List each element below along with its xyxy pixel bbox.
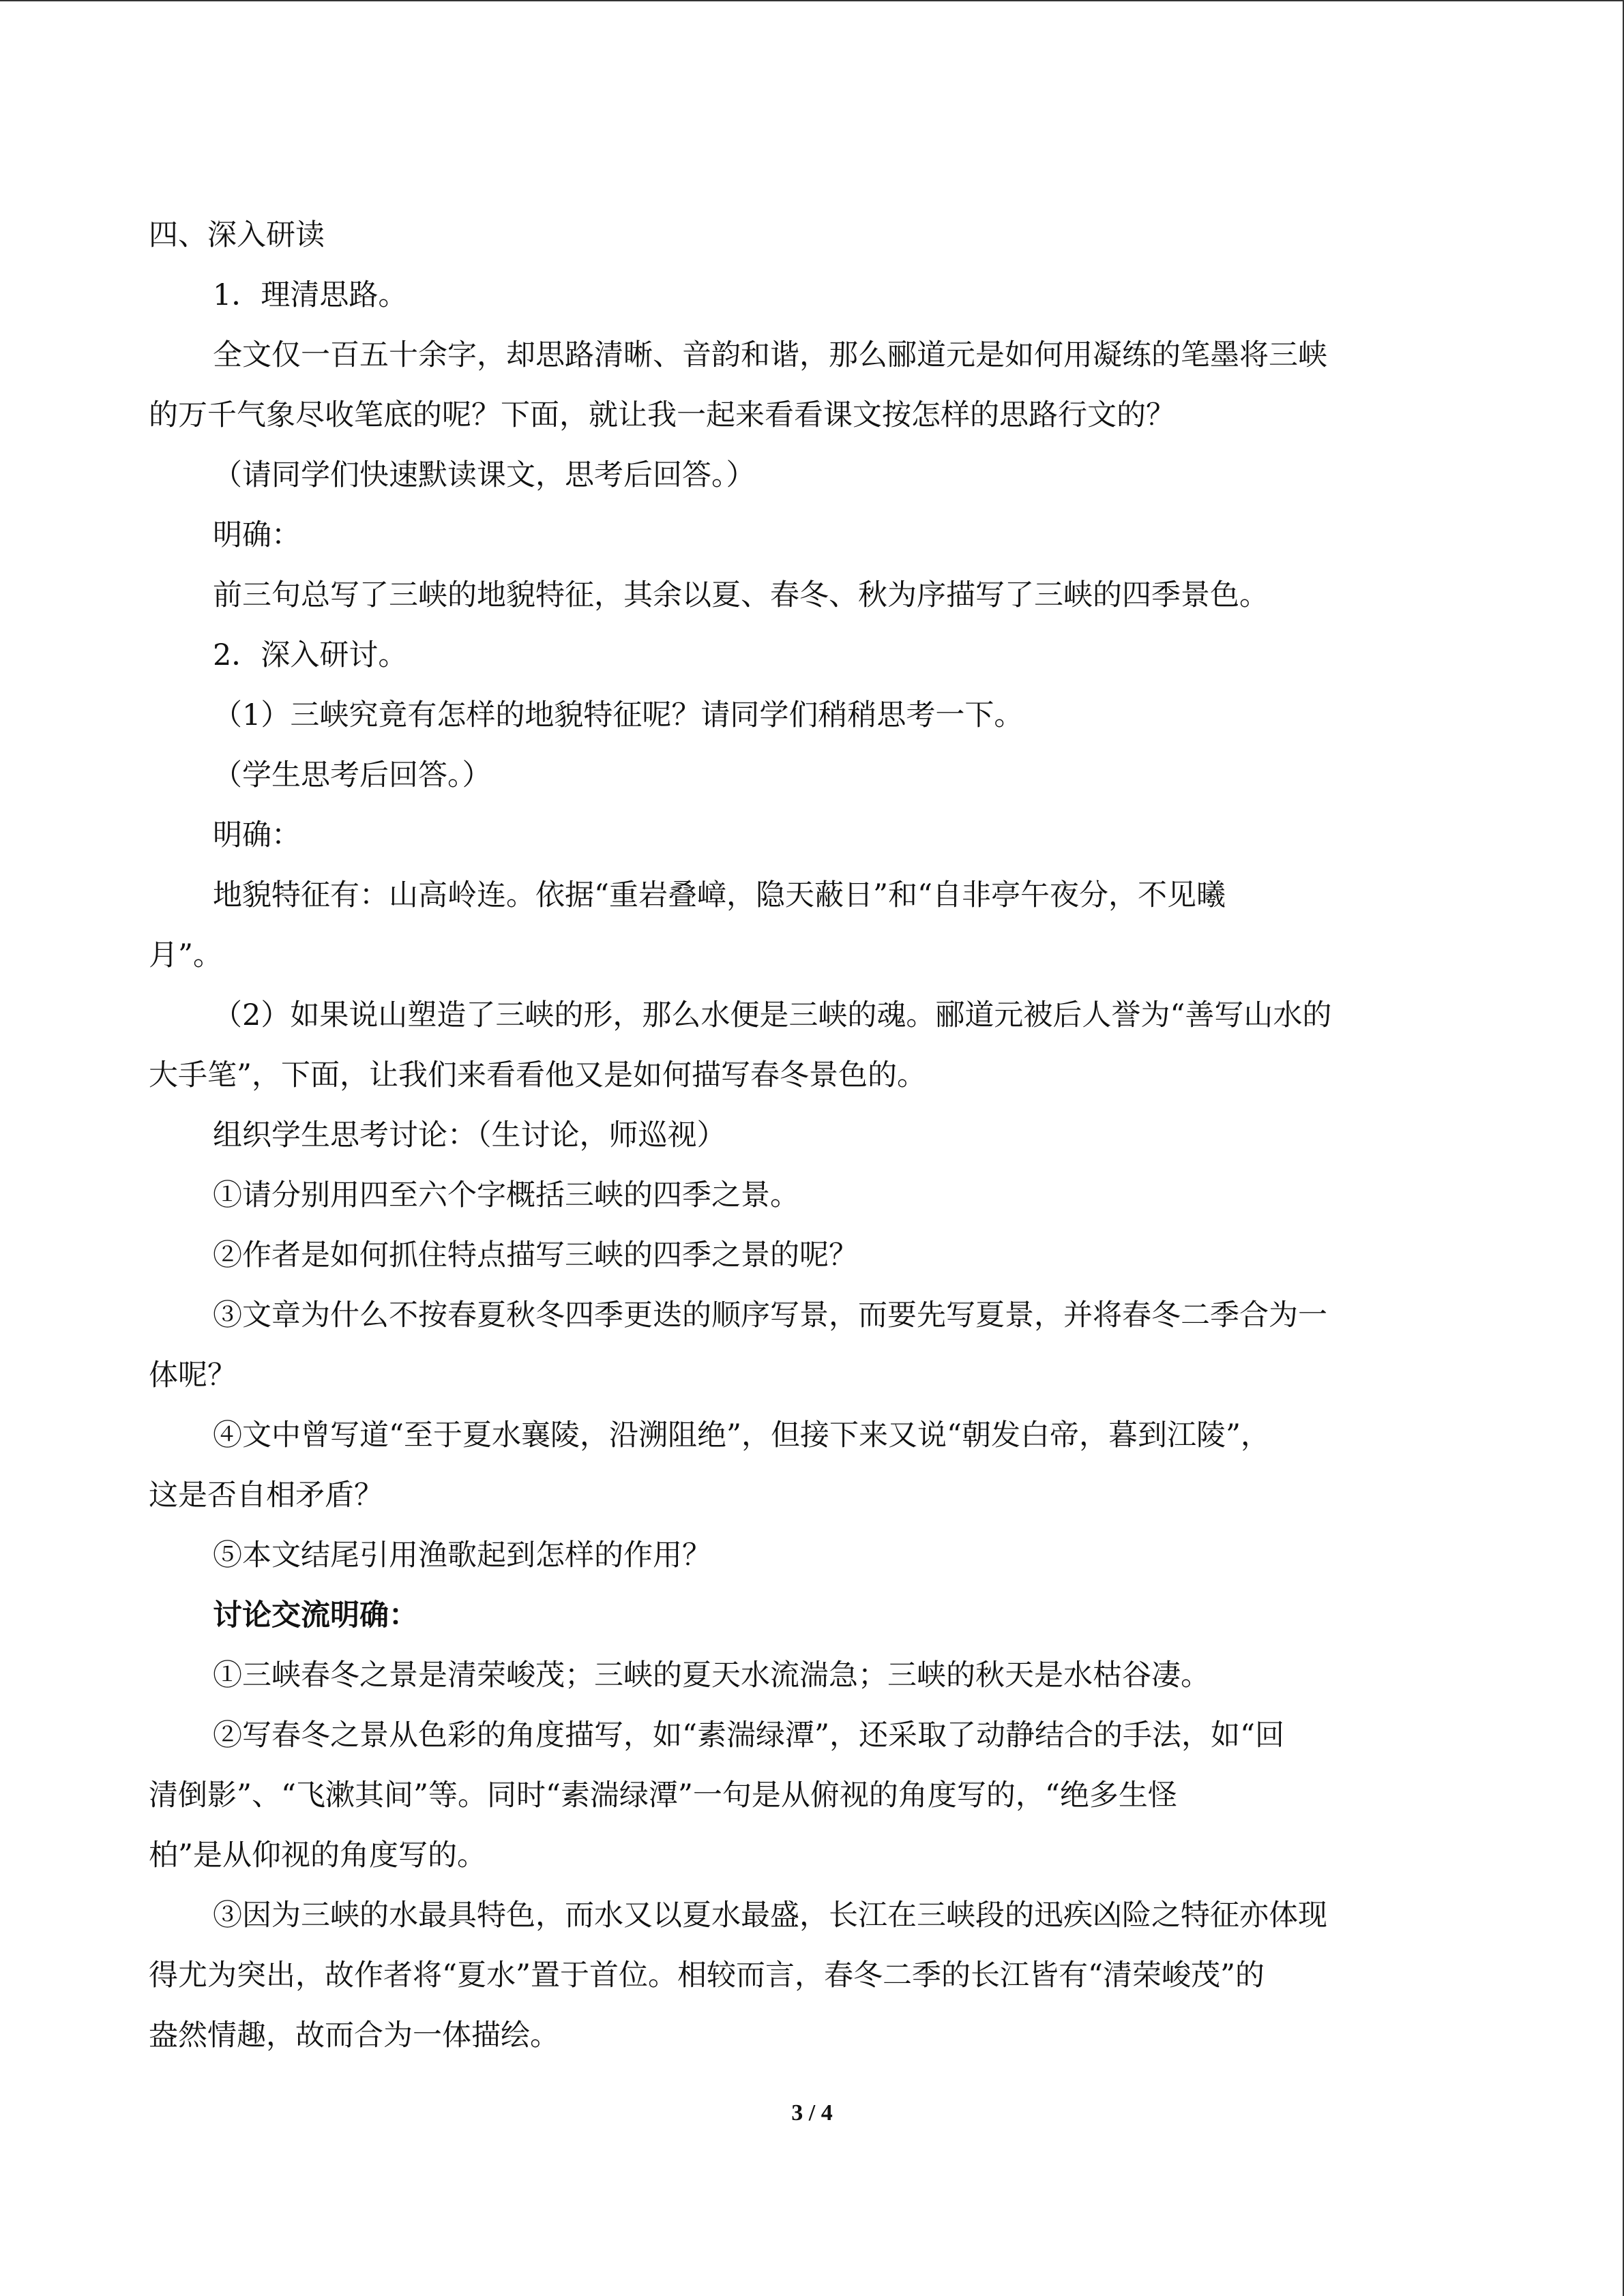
paragraph-line: ③因为三峡的水最具特色，而水又以夏水最盛，长江在三峡段的迅疾凶险之特征亦体现 <box>213 1898 1327 1933</box>
paragraph-line: （请同学们快速默读课文，思考后回答。） <box>213 458 756 492</box>
paragraph-line: 2．深入研讨。 <box>213 638 408 672</box>
paragraph-line: ④文中曾写道“至于夏水襄陵，沿溯阻绝”，但接下来又说“朝发白帝，暮到江陵”， <box>213 1418 1270 1452</box>
paragraph-line: ②作者是如何抓住特点描写三峡的四季之景的呢？ <box>213 1238 858 1272</box>
section-heading: 四、深入研读 <box>149 218 325 252</box>
paragraph-line: （2）如果说山塑造了三峡的形，那么水便是三峡的魂。郦道元被后人誉为“善写山水的 <box>213 998 1332 1032</box>
paragraph-line: 组织学生思考讨论：（生讨论，师巡视） <box>213 1118 726 1152</box>
paragraph-line: 明确： <box>213 518 301 552</box>
paragraph-line: ①三峡春冬之景是清荣峻茂；三峡的夏天水流湍急；三峡的秋天是水枯谷凄。 <box>213 1658 1210 1693</box>
page-number: 3 / 4 <box>791 2100 833 2126</box>
paragraph-line: 柏”是从仰视的角度写的。 <box>149 1838 486 1873</box>
paragraph-line: ①请分别用四至六个字概括三峡的四季之景。 <box>213 1178 799 1212</box>
paragraph-line: 地貌特征有：山高岭连。依据“重岩叠嶂，隐天蔽日”和“自非亭午夜分，不见曦 <box>213 878 1226 912</box>
paragraph-line: ③文章为什么不按春夏秋冬四季更迭的顺序写景，而要先写夏景，并将春冬二季合为一 <box>213 1298 1327 1332</box>
paragraph-line: （1）三峡究竟有怎样的地貌特征呢？请同学们稍稍思考一下。 <box>213 698 1024 732</box>
paragraph-line: 这是否自相矛盾？ <box>149 1478 383 1512</box>
paragraph-line: 盎然情趣，故而合为一体描绘。 <box>149 2018 559 2053</box>
paragraph-line: 的万千气象尽收笔底的呢？下面，就让我一起来看看课文按怎样的思路行文的？ <box>149 398 1175 432</box>
paragraph-line: 全文仅一百五十余字，却思路清晰、音韵和谐，那么郦道元是如何用凝练的笔墨将三峡 <box>213 338 1327 372</box>
paragraph-line: 前三句总写了三峡的地貌特征，其余以夏、春冬、秋为序描写了三峡的四季景色。 <box>213 578 1269 612</box>
paragraph-line: ②写春冬之景从色彩的角度描写，如“素湍绿潭”，还采取了动静结合的手法，如“回 <box>213 1718 1284 1753</box>
paragraph-line: 大手笔”，下面，让我们来看看他又是如何描写春冬景色的。 <box>149 1058 926 1092</box>
paragraph-line: 月”。 <box>149 938 222 972</box>
paragraph-line: ⑤本文结尾引用渔歌起到怎样的作用？ <box>213 1538 711 1572</box>
paragraph-line: 1．理清思路。 <box>213 278 408 312</box>
paragraph-line: 明确： <box>213 818 301 852</box>
discussion-heading: 讨论交流明确： <box>213 1598 418 1632</box>
paragraph-line: 清倒影”、“飞漱其间”等。同时“素湍绿潭”一句是从俯视的角度写的，“绝多生怪 <box>149 1778 1177 1813</box>
paragraph-line: （学生思考后回答。） <box>213 758 492 792</box>
paragraph-line: 体呢？ <box>149 1358 237 1392</box>
paragraph-line: 得尤为突出，故作者将“夏水”置于首位。相较而言，春冬二季的长江皆有“清荣峻茂”的 <box>149 1958 1265 1993</box>
